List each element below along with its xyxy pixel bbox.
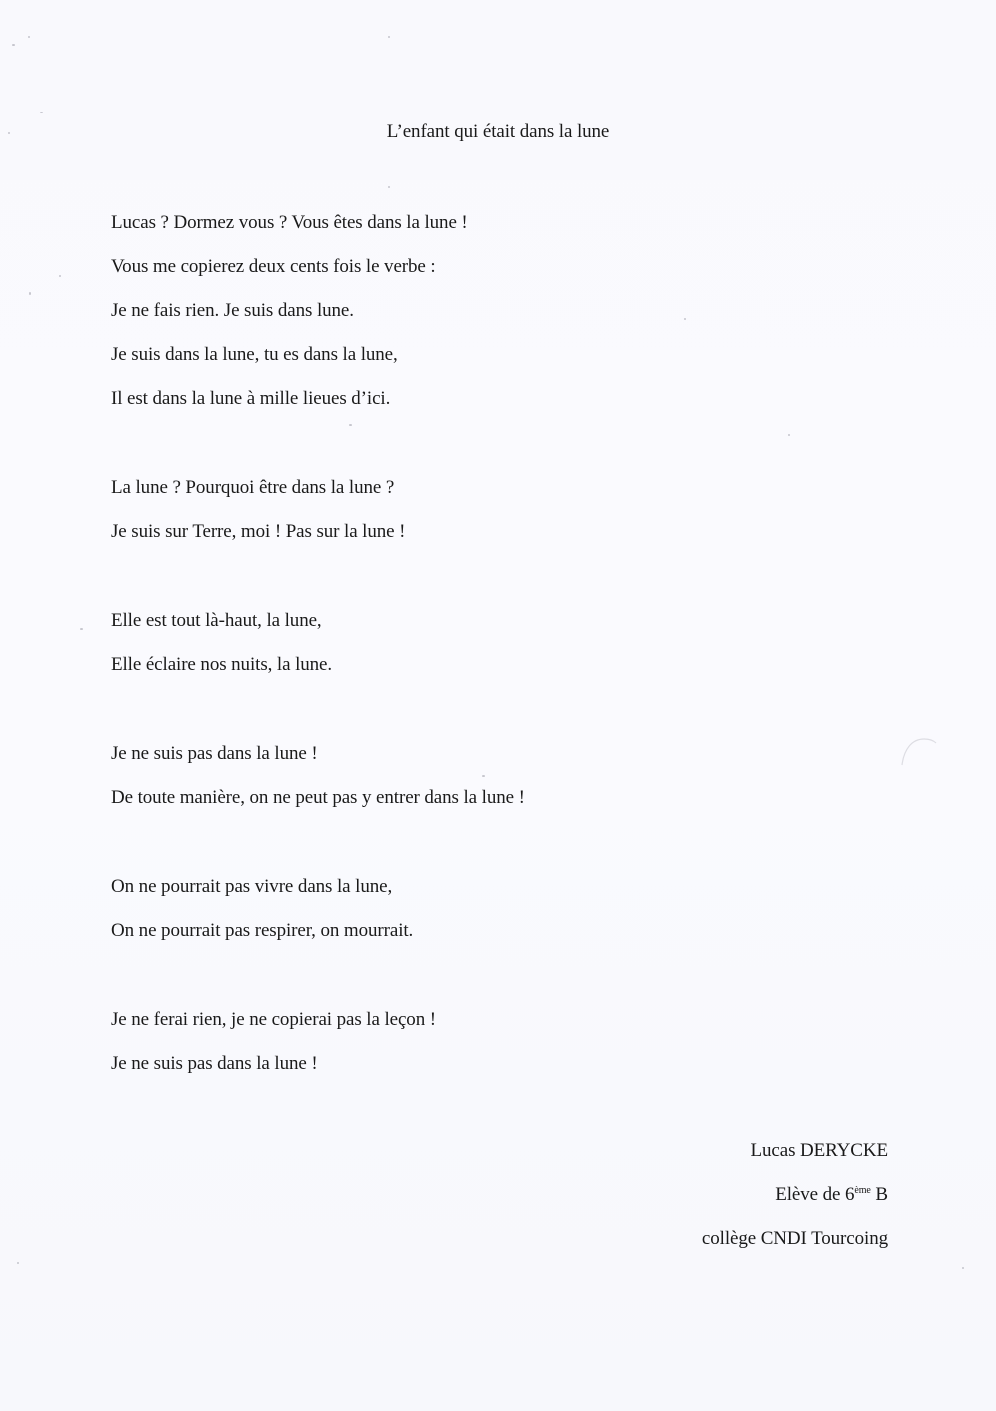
poem-line: Je ne fais rien. Je suis dans lune. xyxy=(111,300,354,321)
class-suffix: B xyxy=(870,1184,888,1205)
paper-speck xyxy=(29,292,31,295)
poem-line: Je ne ferai rien, je ne copierai pas la leçon ! xyxy=(111,1009,436,1030)
paper-speck xyxy=(962,1267,964,1269)
student-class xyxy=(702,1181,888,1225)
poem-line: Elle est tout là-haut, la lune, xyxy=(111,610,322,631)
poem-title: L’enfant qui était dans la lune xyxy=(386,121,610,142)
poem-line: Lucas ? Dormez vous ? Vous êtes dans la lune ! xyxy=(111,212,468,233)
school-name: collège CNDI Tourcoing xyxy=(701,1228,888,1249)
poem-line: Elle éclaire nos nuits, la lune. xyxy=(111,654,333,675)
paper-speck xyxy=(684,318,686,320)
class-prefix: Elève de 6 xyxy=(775,1184,855,1205)
poem-stanza xyxy=(111,1006,525,1094)
paper-speck xyxy=(40,112,43,113)
poem-stanza xyxy=(111,740,525,828)
signature-block xyxy=(702,1137,888,1269)
poem-stanza xyxy=(111,209,525,429)
paper-speck xyxy=(388,186,390,188)
poem-line: La lune ? Pourquoi être dans la lune ? xyxy=(111,477,395,498)
paper-speck xyxy=(17,1262,19,1264)
poem-line: Je ne suis pas dans la lune ! xyxy=(111,743,318,764)
paper-speck xyxy=(788,434,790,436)
paper-speck xyxy=(28,36,30,38)
paper-speck xyxy=(12,44,15,46)
class-superscript: ème xyxy=(854,1185,871,1196)
poem-stanza xyxy=(111,474,525,562)
poem-line: Il est dans la lune à mille lieues d’ici. xyxy=(111,388,391,409)
paper-speck xyxy=(80,628,83,630)
poem-line: On ne pourrait pas vivre dans la lune, xyxy=(111,876,393,897)
author-name: Lucas DERYCKE xyxy=(750,1140,888,1161)
paper-speck xyxy=(59,275,61,277)
poem-line: On ne pourrait pas respirer, on mourrait. xyxy=(111,920,414,941)
poem-stanza xyxy=(111,607,525,695)
poem-line: Je ne suis pas dans la lune ! xyxy=(111,1053,318,1074)
poem-line: Je suis sur Terre, moi ! Pas sur la lune ! xyxy=(111,521,406,542)
poem-line: De toute manière, on ne peut pas y entrer dans la lune ! xyxy=(111,787,525,808)
poem-line: Vous me copierez deux cents fois le verbe : xyxy=(111,256,436,277)
poem-body xyxy=(111,209,525,1094)
poem-stanza xyxy=(111,873,525,961)
paper-mark-icon xyxy=(898,735,938,769)
paper-speck xyxy=(388,36,390,38)
poem-line: Je suis dans la lune, tu es dans la lune, xyxy=(111,344,398,365)
